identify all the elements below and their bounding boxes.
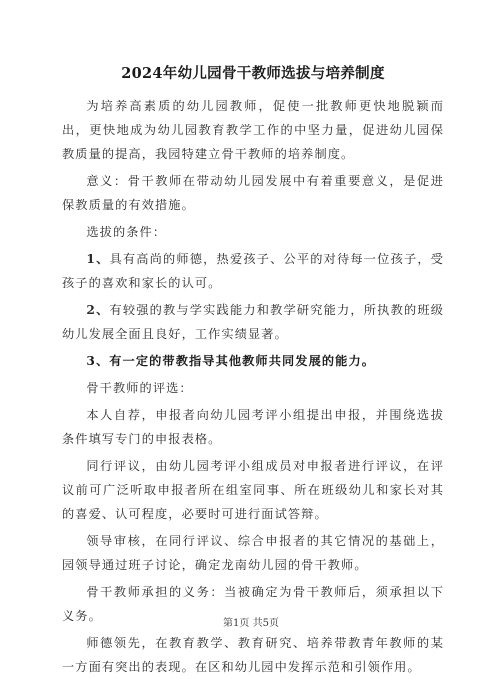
paragraph <box>62 454 444 526</box>
paragraph-text: 有一定的带教指导其他教师共同发展的能力。 <box>109 354 376 368</box>
paragraph-text: 有较强的教与学实践能力和教学研究能力，所执教的班级幼儿发展全面且良好，工作实绩显著。 <box>62 303 445 341</box>
paragraph-text: 选拔的条件： <box>86 225 167 239</box>
paragraph <box>62 376 444 400</box>
paragraph-text: 同行评议，由幼儿园考评小组成员对申报者进行评议，在评议前可广泛听取申报者所在组室同事、所在班级幼儿和家长对其的喜爱、认可程度，必要时可进行面试答辩。 <box>62 459 444 521</box>
item-number: 2、 <box>86 303 110 317</box>
paragraph <box>62 94 444 166</box>
paragraph-text: 为培养高素质的幼儿园教师，促使一批教师更快地脱颖而出，更快地成为幼儿园教育教学工作的中坚力量，促进幼儿园保教质量的提高，我园特建立骨干教师的培养制度。 <box>62 99 444 161</box>
paragraph-text: 意义：骨干教师在带动幼儿园发展中有着重要意义，是促进保教质量的有效措施。 <box>62 174 444 212</box>
paragraph <box>62 247 444 295</box>
page-footer: 第1页 共5页 <box>223 618 279 629</box>
paragraph-text: 师德领先，在教育教学、教育研究、培养带教青年教师的某一方面有突出的表现。在区和幼儿园中发挥示范和引领作用。 <box>62 636 444 674</box>
paragraph-text: 具有高尚的师德，热爱孩子、公平的对待每一位孩子，受孩子的喜欢和家长的认可。 <box>62 252 445 290</box>
paragraph-text: 本人自荐，申报者向幼儿园考评小组提出申报，并围绕选拔条件填写专门的申报表格。 <box>62 408 444 446</box>
paragraph <box>62 631 444 679</box>
document-title: 2024年幼儿园骨干教师选拔与培养制度 <box>121 65 385 82</box>
paragraph <box>62 529 444 577</box>
item-number: 3、 <box>86 354 110 368</box>
paragraph-text: 骨干教师的评选： <box>86 381 193 395</box>
document-body <box>62 94 444 679</box>
paragraph <box>62 349 444 373</box>
paragraph <box>62 298 444 346</box>
paragraph <box>62 169 444 217</box>
paragraph <box>62 220 444 244</box>
paragraph-text: 骨干教师承担的义务：当被确定为骨干教师后，须承担以下义务。 <box>62 585 444 623</box>
paragraph <box>62 403 444 451</box>
item-number: 1、 <box>86 252 110 266</box>
paragraph-text: 领导审核，在同行评议、综合申报者的其它情况的基础上，园领导通过班子讨论，确定龙南幼儿园的骨干教师。 <box>62 534 444 572</box>
